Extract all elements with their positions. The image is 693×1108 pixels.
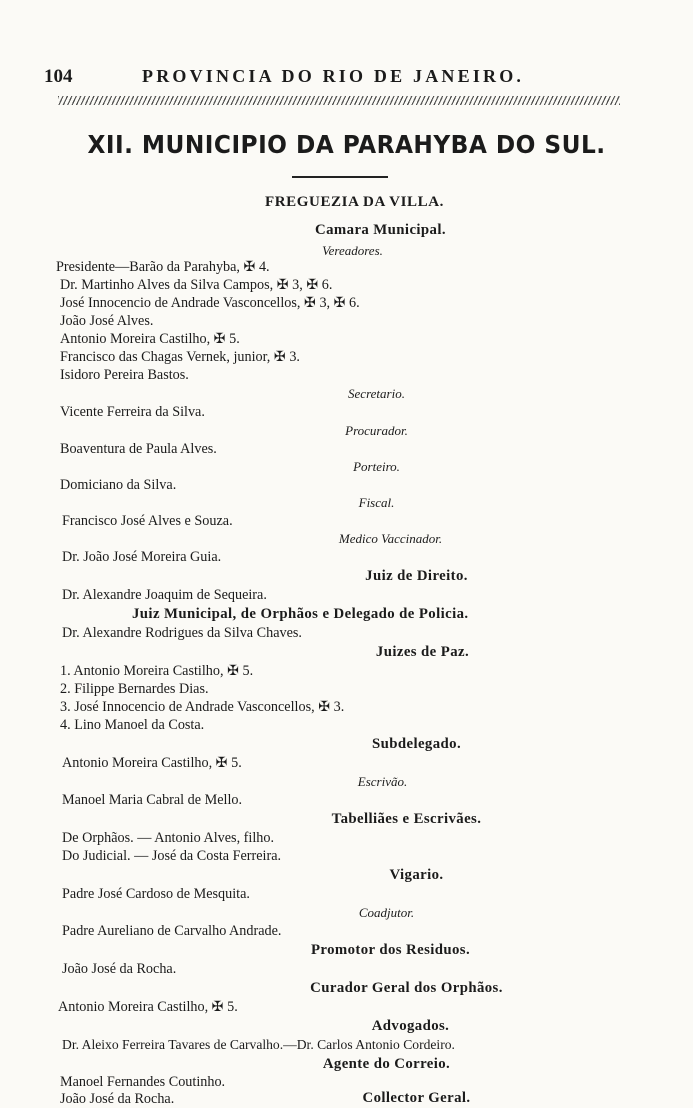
role-label: Fiscal. [358, 495, 395, 510]
entry-line: Dr. Alexandre Joaquim de Sequeira. [62, 587, 267, 603]
role-label: Escrivão. [357, 774, 408, 789]
office-heading: Camara Municipal. [315, 222, 446, 238]
section-title: XII. MUNICIPIO DA PARAHYBA DO SUL. [87, 130, 606, 159]
entry-line: Antonio Moreira Castilho, ✠ 5. [58, 999, 238, 1015]
role-label: Medico Vaccinador. [338, 531, 443, 546]
office-heading: Juiz de Direito. [365, 568, 468, 584]
entry-line: Dr. João José Moreira Guia. [62, 549, 222, 565]
entry-line: Domiciano da Silva. [60, 477, 177, 493]
parish-heading: FREGUEZIA DA VILLA. [264, 194, 445, 210]
entry-line: João José Alves. [60, 313, 154, 329]
role-label: Secretario. [348, 386, 405, 401]
running-title: PROVINCIA DO RIO DE JANEIRO. [142, 66, 525, 86]
entry-line: Antonio Moreira Castilho, ✠ 5. [62, 755, 242, 771]
entry-line: Manoel Fernandes Coutinho. [60, 1074, 226, 1090]
page-number: 104 [44, 66, 73, 87]
entry-line: Dr. Martinho Alves da Silva Campos, ✠ 3, ✠ 6. [60, 277, 333, 293]
entry-line: Antonio Moreira Castilho, ✠ 5. [60, 331, 240, 347]
office-heading: Subdelegado. [371, 736, 462, 752]
office-heading: Promotor dos Residuos. [310, 942, 471, 958]
entry-line: Manoel Maria Cabral de Mello. [62, 792, 243, 808]
entry-line: Presidente—Barão da Parahyba, ✠ 4. [56, 259, 270, 275]
entry-line: Padre Aureliano de Carvalho Andrade. [62, 923, 282, 939]
entry-line: Francisco José Alves e Souza. [62, 513, 233, 529]
role-label: Porteiro. [353, 459, 400, 474]
office-heading: Juiz Municipal, de Orphãos e Delegado de Policia. [132, 606, 469, 622]
entry-line: Dr. Aleixo Ferreira Tavares de Carvalho.—Dr. Carlos Antonio Cordeiro. [62, 1037, 455, 1052]
entry-line: Padre José Cardoso de Mesquita. [62, 886, 250, 902]
entry-line: Do Judicial. — José da Costa Ferreira. [62, 848, 282, 864]
entry-line: Dr. Alexandre Rodrigues da Silva Chaves. [62, 625, 302, 641]
office-heading: Advogados. [371, 1018, 450, 1034]
office-heading: Curador Geral dos Orphãos. [310, 980, 503, 996]
entry-line: 3. José Innocencio de Andrade Vasconcellos, ✠ 3. [60, 699, 345, 715]
office-heading: Juizes de Paz. [375, 644, 470, 660]
role-label: Procurador. [345, 423, 408, 438]
office-heading: Tabelliães e Escrivães. [331, 811, 482, 827]
role-label: Vereadores. [322, 243, 383, 258]
entry-line: Francisco das Chagas Vernek, junior, ✠ 3. [60, 349, 300, 365]
entry-line: Isidoro Pereira Bastos. [60, 367, 189, 383]
entry-line: 1. Antonio Moreira Castilho, ✠ 5. [60, 663, 254, 679]
office-heading: Collector Geral. [362, 1090, 471, 1106]
entry-line: 4. Lino Manoel da Costa. [60, 717, 205, 733]
office-heading: Vigario. [389, 867, 444, 883]
entry-line: 2. Filippe Bernardes Dias. [60, 681, 209, 697]
role-label: Coadjutor. [358, 905, 415, 920]
entry-line: Vicente Ferreira da Silva. [60, 404, 205, 420]
entry-line: João José da Rocha. [60, 1091, 175, 1107]
entry-line: José Innocencio de Andrade Vasconcellos, ✠ 3, ✠ 6. [60, 295, 360, 311]
office-heading: Agente do Correio. [322, 1056, 451, 1072]
entry-line: Boaventura de Paula Alves. [60, 441, 217, 457]
entry-line: João José da Rocha. [62, 961, 177, 977]
entry-line: De Orphãos. — Antonio Alves, filho. [62, 830, 275, 846]
